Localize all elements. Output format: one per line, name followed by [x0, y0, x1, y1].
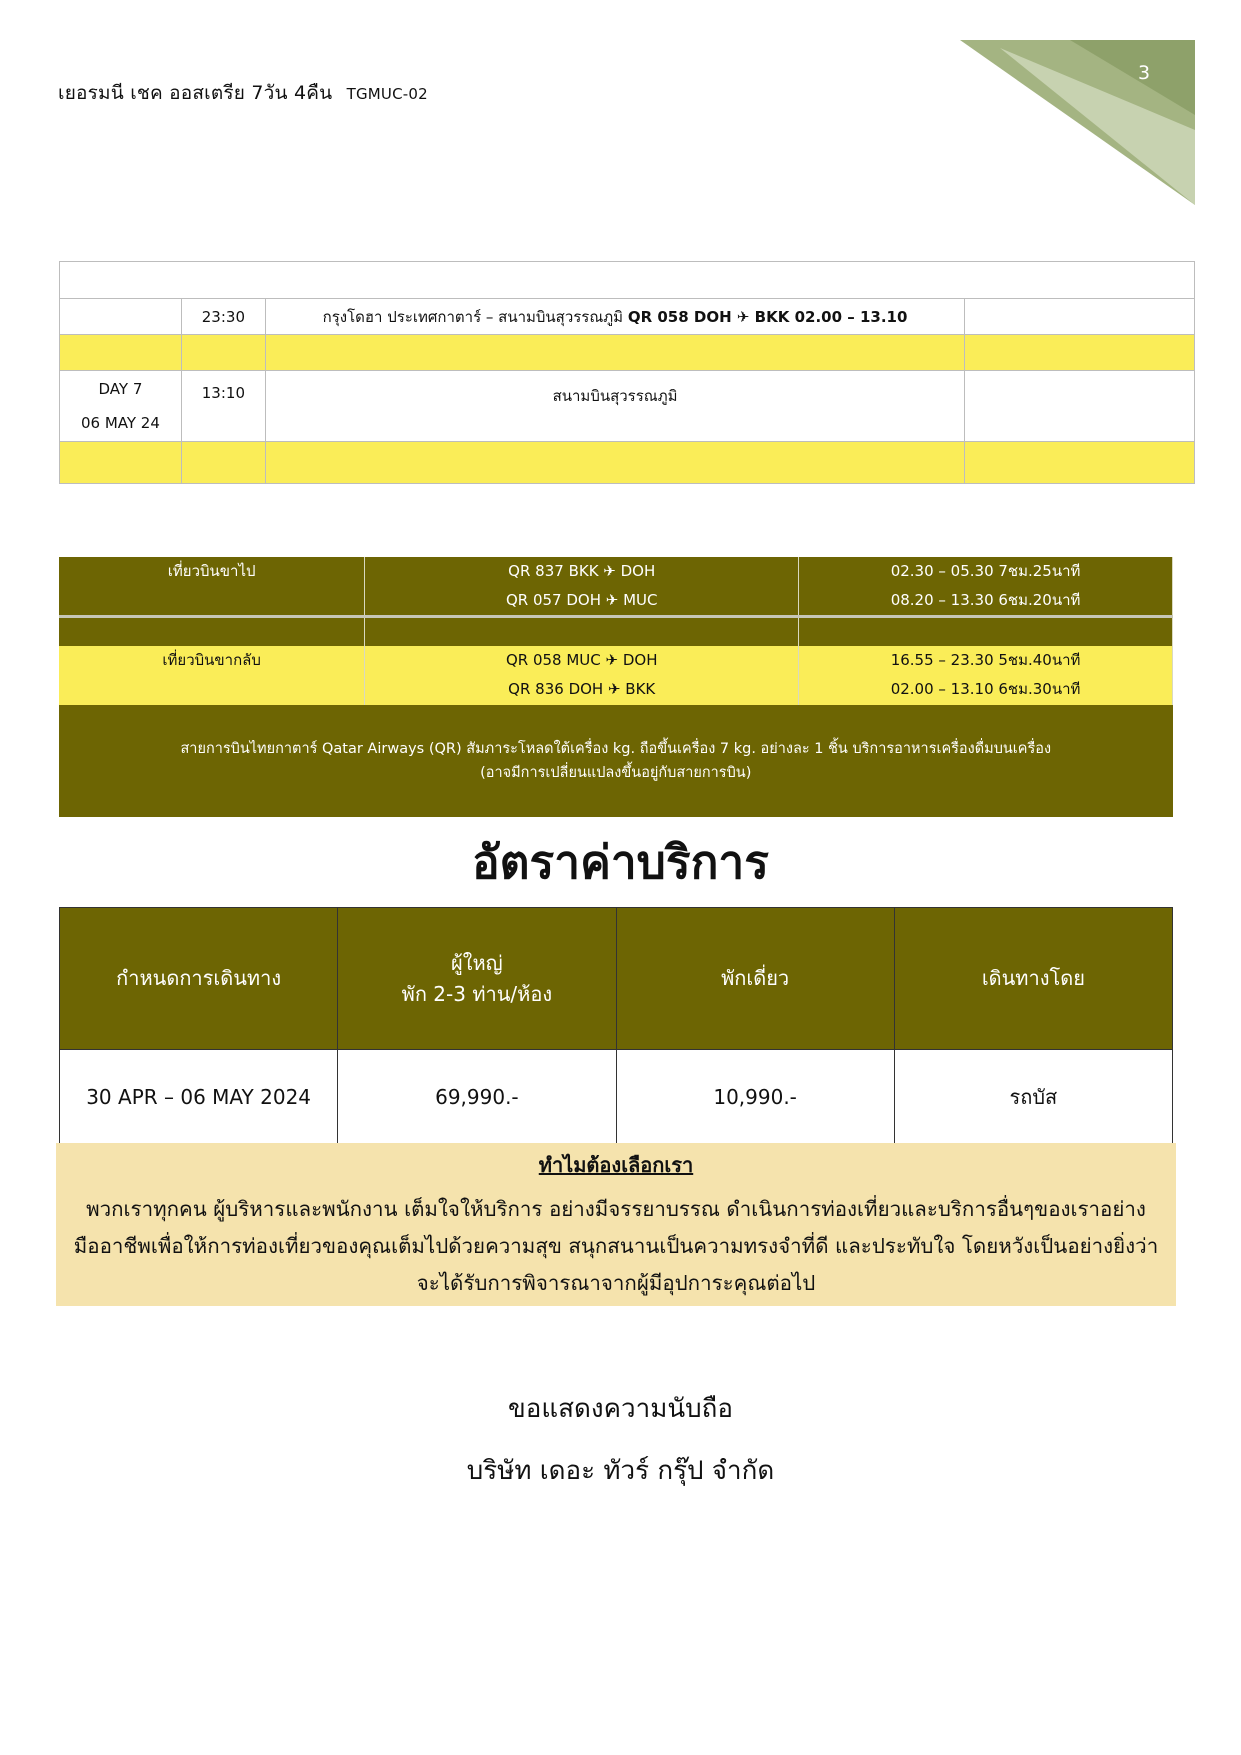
flight-number: QR 836 DOH ✈ BKK	[508, 680, 656, 698]
why-us-title: ทำไมต้องเลือกเรา	[538, 1153, 694, 1177]
company-name: บริษัท เดอะ ทัวร์ กรุ๊ป จำกัด	[466, 1456, 775, 1486]
return-label: เที่ยวบินขากลับ	[59, 646, 365, 705]
why-us-line: มืออาชีพเพื่อให้การท่องเที่ยวของคุณเต็มไปด้วยความสุข สนุกสนานเป็นความทรงจำที่ดี และประทับใจ โดยหวังเป็นอย่างยิ่งว่า	[73, 1234, 1159, 1258]
page-number: 3	[1138, 62, 1151, 84]
return-row	[59, 646, 1173, 705]
highlight-cell	[265, 335, 964, 371]
spacer-cell	[365, 617, 799, 646]
flight-time: 02.00 – 13.10 6ชม.30นาที	[890, 680, 1081, 698]
why-us-line: พวกเราทุกคน ผู้บริหารและพนักงาน เต็มใจให้บริการ อย่างมีจรรยาบรรณ ดำเนินการท่องเที่ยวและบริการอื่นๆของเราอย่าง	[86, 1197, 1146, 1221]
flight-number: QR 837 BKK ✈ DOH	[508, 562, 656, 580]
price-transport: รถบัส	[894, 1050, 1172, 1145]
airline-note-line: สายการบินไทยกาตาร์ Qatar Airways (QR) สัมภาระโหลดใต้เครื่อง kg. ถือขึ้นเครื่อง 7 kg. อย่างละ 1 ชิ้น บริการอาหารเครื่องดื่มบนเครื่อง	[180, 740, 1052, 757]
note-cell	[965, 371, 1195, 442]
highlight-cell	[60, 442, 182, 484]
time-cell: 13:10	[181, 371, 265, 442]
outbound-label: เที่ยวบินขาไป	[59, 557, 365, 617]
day-cell	[60, 371, 182, 442]
highlight-cell	[965, 335, 1195, 371]
header-transport: เดินทางโดย	[894, 908, 1172, 1050]
price-adult: 69,990.-	[338, 1050, 616, 1145]
outbound-flights	[365, 557, 799, 617]
header-dates: กำหนดการเดินทาง	[60, 908, 338, 1050]
itinerary-blank-cell	[60, 262, 1195, 299]
header-adult-title: ผู้ใหญ่	[451, 950, 503, 975]
flight-time: 02.30 – 05.30 7ชม.25นาที	[890, 562, 1081, 580]
itinerary-row	[60, 299, 1195, 335]
highlight-cell	[181, 442, 265, 484]
activity-text: กรุงโดฮา ประเทศกาตาร์ – สนามบินสุวรรณภูมิ	[322, 307, 624, 326]
note-cell	[965, 299, 1195, 335]
header-adult	[338, 908, 616, 1050]
day-date: 06 MAY 24	[80, 414, 160, 432]
day-cell	[60, 299, 182, 335]
document-header	[58, 78, 428, 108]
time-cell: 23:30	[181, 299, 265, 335]
itinerary-row	[60, 371, 1195, 442]
tour-code: TGMUC-02	[346, 85, 428, 103]
price-dates: 30 APR – 06 MAY 2024	[60, 1050, 338, 1145]
airline-note-row	[59, 705, 1173, 817]
pricing-title: อัตราค่าบริการ	[472, 835, 769, 889]
tour-title: เยอรมนี เชค ออสเตรีย 7วัน 4คืน	[58, 82, 333, 104]
flight-time: 16.55 – 23.30 5ชม.40นาที	[890, 651, 1081, 669]
pricing-row	[60, 1050, 1173, 1145]
itinerary-blank-row	[60, 262, 1195, 299]
why-us-box	[56, 1143, 1176, 1306]
highlight-cell	[265, 442, 964, 484]
activity-cell: สนามบินสุวรรณภูมิ	[265, 371, 964, 442]
closing-thanks: ขอแสดงความนับถือ	[508, 1394, 733, 1424]
header-single: พักเดี่ยว	[616, 908, 894, 1050]
price-single: 10,990.-	[616, 1050, 894, 1145]
day-number: DAY 7	[98, 380, 143, 398]
spacer-cell	[59, 617, 365, 646]
highlight-cell	[181, 335, 265, 371]
flight-detail: QR 058 DOH ✈ BKK 02.00 – 13.10	[627, 307, 908, 326]
pricing-table	[59, 907, 1173, 1145]
flights-spacer-row	[59, 617, 1173, 646]
airline-note-line: (อาจมีการเปลี่ยนแปลงขึ้นอยู่กับสายการบิน)	[480, 764, 752, 781]
pricing-header-row	[60, 908, 1173, 1050]
header-adult-sub: พัก 2-3 ท่าน/ห้อง	[401, 981, 553, 1006]
flights-table	[59, 557, 1173, 817]
highlight-cell	[60, 335, 182, 371]
why-us-line: จะได้รับการพิจารณาจากผู้มีอุปการะคุณต่อไป	[416, 1271, 816, 1295]
spacer-cell	[799, 617, 1173, 646]
airline-note	[59, 705, 1173, 817]
flight-number: QR 058 MUC ✈ DOH	[505, 651, 658, 669]
flight-number: QR 057 DOH ✈ MUC	[505, 591, 658, 609]
corner-decoration	[960, 40, 1200, 210]
why-us-body	[56, 1191, 1176, 1302]
highlight-cell	[965, 442, 1195, 484]
return-flights	[365, 646, 799, 705]
outbound-times	[799, 557, 1173, 617]
outbound-row	[59, 557, 1173, 617]
itinerary-highlight-row	[60, 442, 1195, 484]
flight-time: 08.20 – 13.30 6ชม.20นาที	[890, 591, 1081, 609]
return-times	[799, 646, 1173, 705]
activity-cell	[265, 299, 964, 335]
itinerary-table	[59, 261, 1195, 484]
itinerary-highlight-row	[60, 335, 1195, 371]
